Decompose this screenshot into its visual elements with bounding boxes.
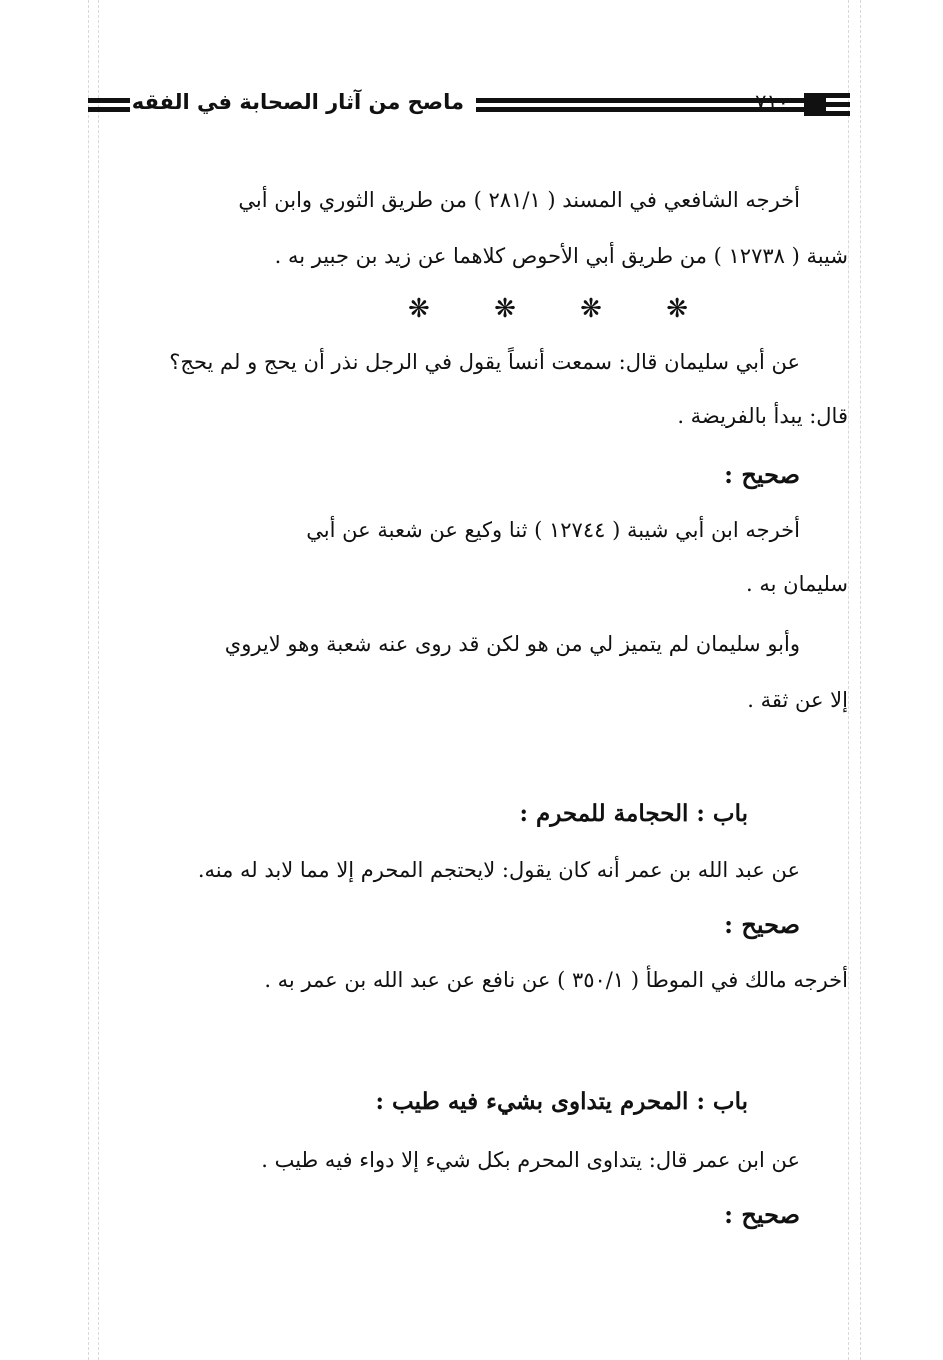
chapter-heading: باب : الحجامة للمحرم :	[519, 800, 748, 827]
paragraph-line: شيبة ( ١٢٧٣٨ ) من طريق أبي الأحوص كلاهما عن زيد بن جبير به .	[274, 244, 848, 268]
star-ornament-icon: ❋	[408, 294, 430, 324]
paragraph-line: إلا عن ثقة .	[747, 688, 848, 712]
paragraph-line: عن أبي سليمان قال: سمعت أنساً يقول في الرجل نذر أن يحج و لم يحج؟	[169, 350, 800, 374]
section-separator	[408, 294, 688, 324]
paragraph-line: عن عبد الله بن عمر أنه كان يقول: لايحتجم المحرم إلا مما لابد له منه.	[197, 858, 800, 882]
margin-guide-right-inner	[848, 0, 849, 1360]
paragraph-line: أخرجه الشافعي في المسند ( ٢٨١/١ ) من طريق الثوري وابن أبي	[238, 188, 800, 212]
chapter-heading: باب : المحرم يتداوى بشيء فيه طيب :	[375, 1088, 748, 1115]
margin-guide-right	[860, 0, 861, 1360]
paragraph-line: أخرجه مالك في الموطأ ( ٣٥٠/١ ) عن نافع عن عبد الله بن عمر به .	[264, 968, 848, 992]
page-body	[98, 0, 848, 1360]
star-ornament-icon: ❋	[666, 294, 688, 324]
margin-guide-left	[88, 0, 89, 1360]
paragraph-line: قال: يبدأ بالفريضة .	[677, 404, 848, 428]
star-ornament-icon: ❋	[580, 294, 602, 324]
running-title: ماصح من آثار الصحابة في الفقه	[131, 90, 464, 114]
grading-label: صحيح :	[724, 460, 800, 489]
grading-label: صحيح :	[724, 1200, 800, 1229]
paragraph-line: عن ابن عمر قال: يتداوى المحرم بكل شيء إلا دواء فيه طيب .	[261, 1148, 800, 1172]
paragraph-line: وأبو سليمان لم يتميز لي من هو لكن قد روى عنه شعبة وهو لايروي	[224, 632, 800, 656]
page-number: ٧١٠	[755, 90, 789, 114]
star-ornament-icon: ❋	[494, 294, 516, 324]
grading-label: صحيح :	[724, 910, 800, 939]
paragraph-line: سليمان به .	[746, 572, 848, 596]
paragraph-line: أخرجه ابن أبي شيبة ( ١٢٧٤٤ ) ثنا وكيع عن شعبة عن أبي	[306, 518, 800, 542]
